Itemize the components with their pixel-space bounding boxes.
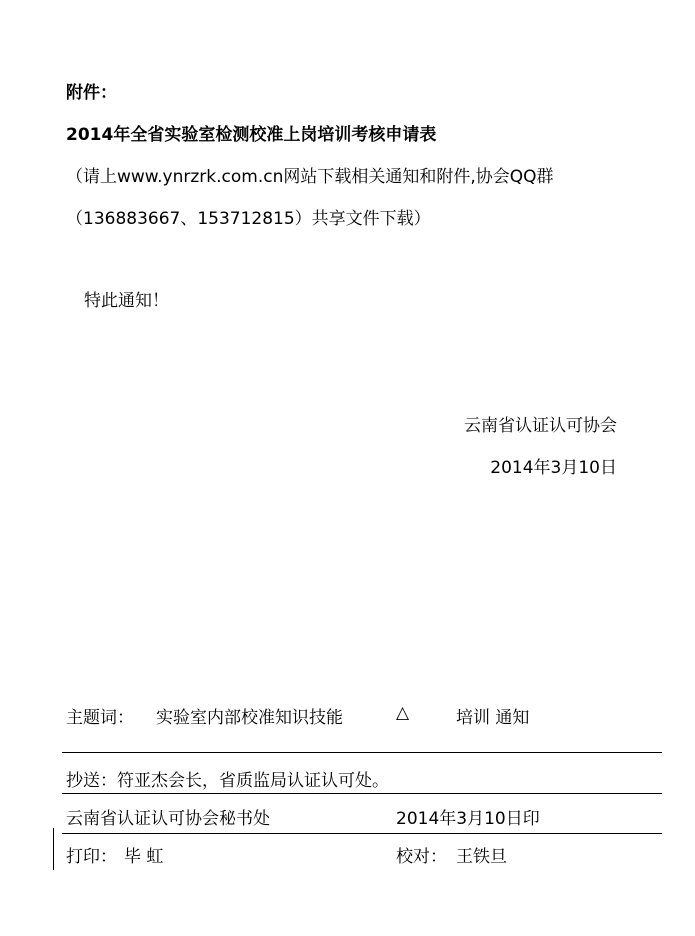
cc-line: 抄送：符亚杰会长，省质监局认证认可处。 [66, 771, 389, 791]
closing-text: 特此通知！ [84, 291, 169, 311]
attachment-note-line1: （请上www.ynrzrk.com.cn网站下载相关通知和附件,协会QQ群 [66, 167, 554, 187]
issuer: 云南省认证认可协会秘书处 [66, 809, 270, 829]
printer-label: 打印： [66, 847, 117, 867]
print-date: 2014年3月10日印 [396, 809, 540, 829]
signature-org: 云南省认证认可协会 [464, 416, 617, 436]
footer-rule-2 [62, 793, 662, 794]
proofreader-label: 校对： [396, 847, 447, 867]
subject-symbol: △ [396, 703, 410, 723]
subject-tail: 培训 通知 [456, 708, 530, 728]
footer-left-bar [53, 828, 54, 870]
attachment-title: 2014年全省实验室检测校准上岗培训考核申请表 [66, 125, 437, 145]
attachment-note-line2: （136883667、153712815）共享文件下载） [66, 209, 431, 229]
signature-date: 2014年3月10日 [490, 458, 617, 478]
printer-name: 毕 虹 [124, 847, 164, 867]
footer-rule-top [62, 752, 662, 753]
subject-main: 实验室内部校准知识技能 [156, 708, 343, 728]
proofreader-name: 王铁旦 [456, 847, 507, 867]
footer-rule-3 [62, 833, 662, 834]
attachment-label: 附件： [66, 83, 117, 103]
subject-label: 主题词： [66, 708, 134, 728]
